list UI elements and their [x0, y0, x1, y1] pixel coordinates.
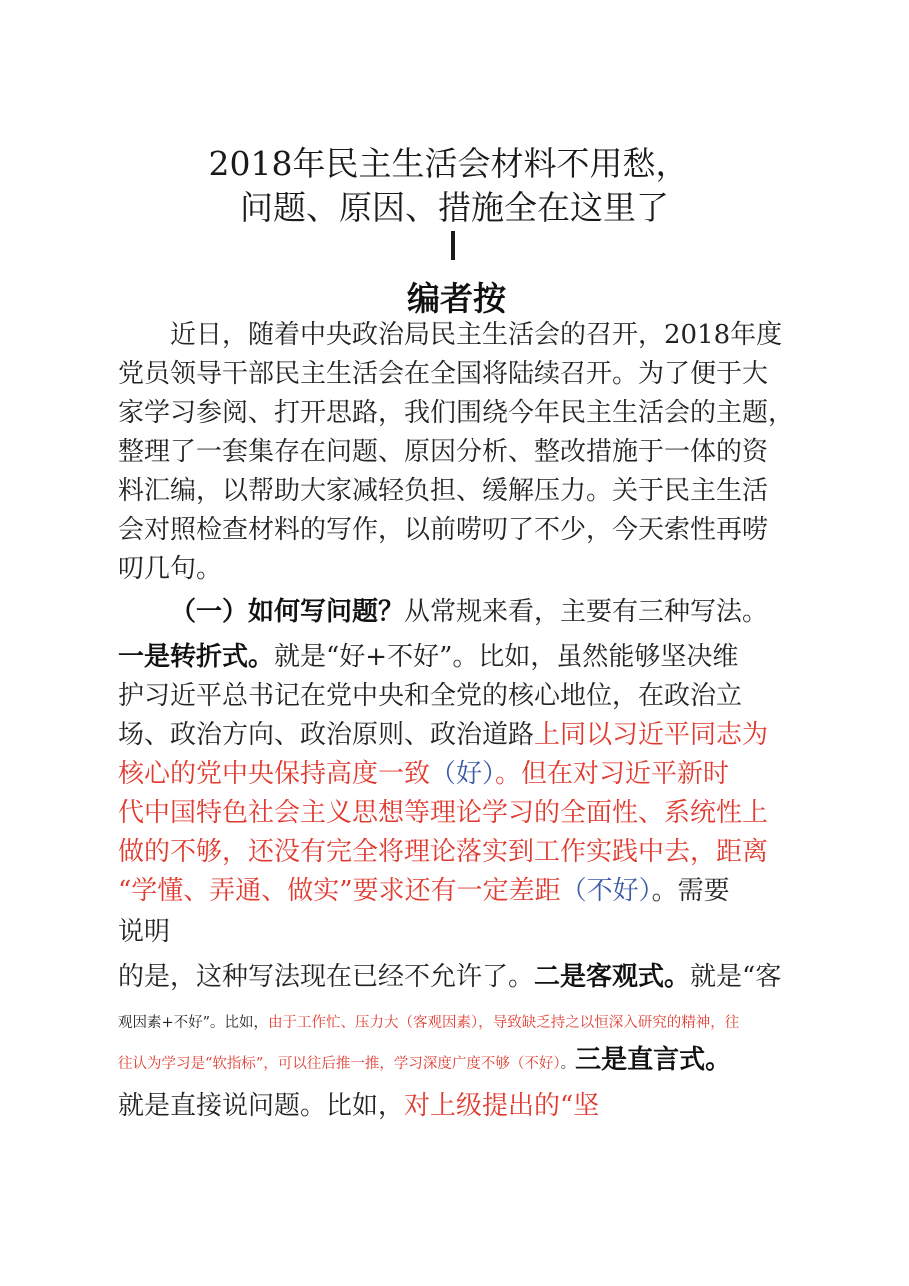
- style2-label: 二是客观式。: [534, 962, 691, 992]
- section1-line-2: [118, 638, 738, 676]
- line8-blue: （不好）: [560, 876, 652, 906]
- line4-red: 上同以习近平同志为: [534, 720, 769, 750]
- intro-line-7: 叨几句。: [118, 554, 223, 584]
- line8-black: 。需要: [651, 876, 730, 906]
- style3-label: 三是直言式。: [575, 1045, 732, 1075]
- section1-line-10: [118, 958, 781, 996]
- intro-line-4: 整理了一套集存在问题、原因分析、整改措施于一体的资: [118, 437, 769, 467]
- section1-line-5: [118, 755, 729, 793]
- line12-black: 。: [560, 1056, 576, 1072]
- line4-black: 场、政治方向、政治原则、政治道路: [118, 720, 535, 750]
- line13-red: 对上级提出的“坚: [404, 1091, 600, 1121]
- title-divider-bar: [451, 231, 455, 260]
- line12-red: 往认为学习是“软指标”，可以往后推一推，学习深度广度不够（不好）: [118, 1056, 561, 1072]
- title-line-1: 2018年民主生活会材料不用愁，: [208, 144, 689, 183]
- editor-note-heading: 编者按: [407, 279, 506, 318]
- title-line-2: 问题、原因、措施全在这里了: [240, 188, 669, 227]
- intro-line-1: 近日，随着中央政治局民主生活会的召开，2018年度: [118, 320, 783, 350]
- line13-black: 就是直接说问题。比如，: [118, 1091, 405, 1121]
- line5-red-2: 。但在对习近平新时: [495, 759, 730, 789]
- section1-line-9: 说明: [118, 917, 171, 947]
- line10-black: 的是，这种写法现在已经不允许了。: [118, 962, 535, 992]
- intro-line-5: 料汇编，以帮助大家减轻负担、缓解压力。关于民主生活: [118, 476, 769, 506]
- line11-black: 观因素+不好”。比如，: [118, 1015, 269, 1031]
- style2-lead: 就是“客: [690, 962, 782, 992]
- section1-heading-line: [170, 593, 768, 631]
- style1-lead: 就是“好+不好”。比如，虽然能够坚决维: [274, 642, 739, 672]
- intro-line-3: 家学习参阅、打开思路，我们围绕今年民主生活会的主题，: [118, 398, 795, 428]
- section1-line-4: [118, 716, 768, 754]
- line5-blue: （好）: [430, 759, 496, 789]
- section1-heading: （一）如何写问题？: [170, 597, 405, 627]
- intro-line-6: 会对照检查材料的写作，以前唠叨了不少，今天索性再唠: [118, 515, 769, 545]
- line8-red: “学懂、弄通、做实”要求还有一定差距: [118, 876, 561, 906]
- line5-red: 核心的党中央保持高度一致: [118, 759, 431, 789]
- section1-line-13: [118, 1087, 599, 1125]
- section1-line-8: [118, 872, 730, 910]
- section1-line-7: 做的不够，还没有完全将理论落实到工作实践中去，距离: [118, 837, 769, 867]
- section1-line-3: 护习近平总书记在党中央和全党的核心地位，在政治立: [118, 681, 743, 711]
- section1-line-11: [118, 1006, 739, 1040]
- section1-line-6: 代中国特色社会主义思想等理论学习的全面性、系统性上: [118, 798, 769, 828]
- line11-red: 由于工作忙、压力大（客观因素），导致缺乏持之以恒深入研究的精神，往: [268, 1015, 740, 1031]
- style1-label: 一是转折式。: [118, 642, 275, 672]
- section1-line-12: [118, 1041, 731, 1083]
- intro-line-2: 党员领导干部民主生活会在全国将陆续召开。为了便于大: [118, 359, 769, 389]
- section1-heading-rest: 从常规来看，主要有三种写法。: [404, 597, 769, 627]
